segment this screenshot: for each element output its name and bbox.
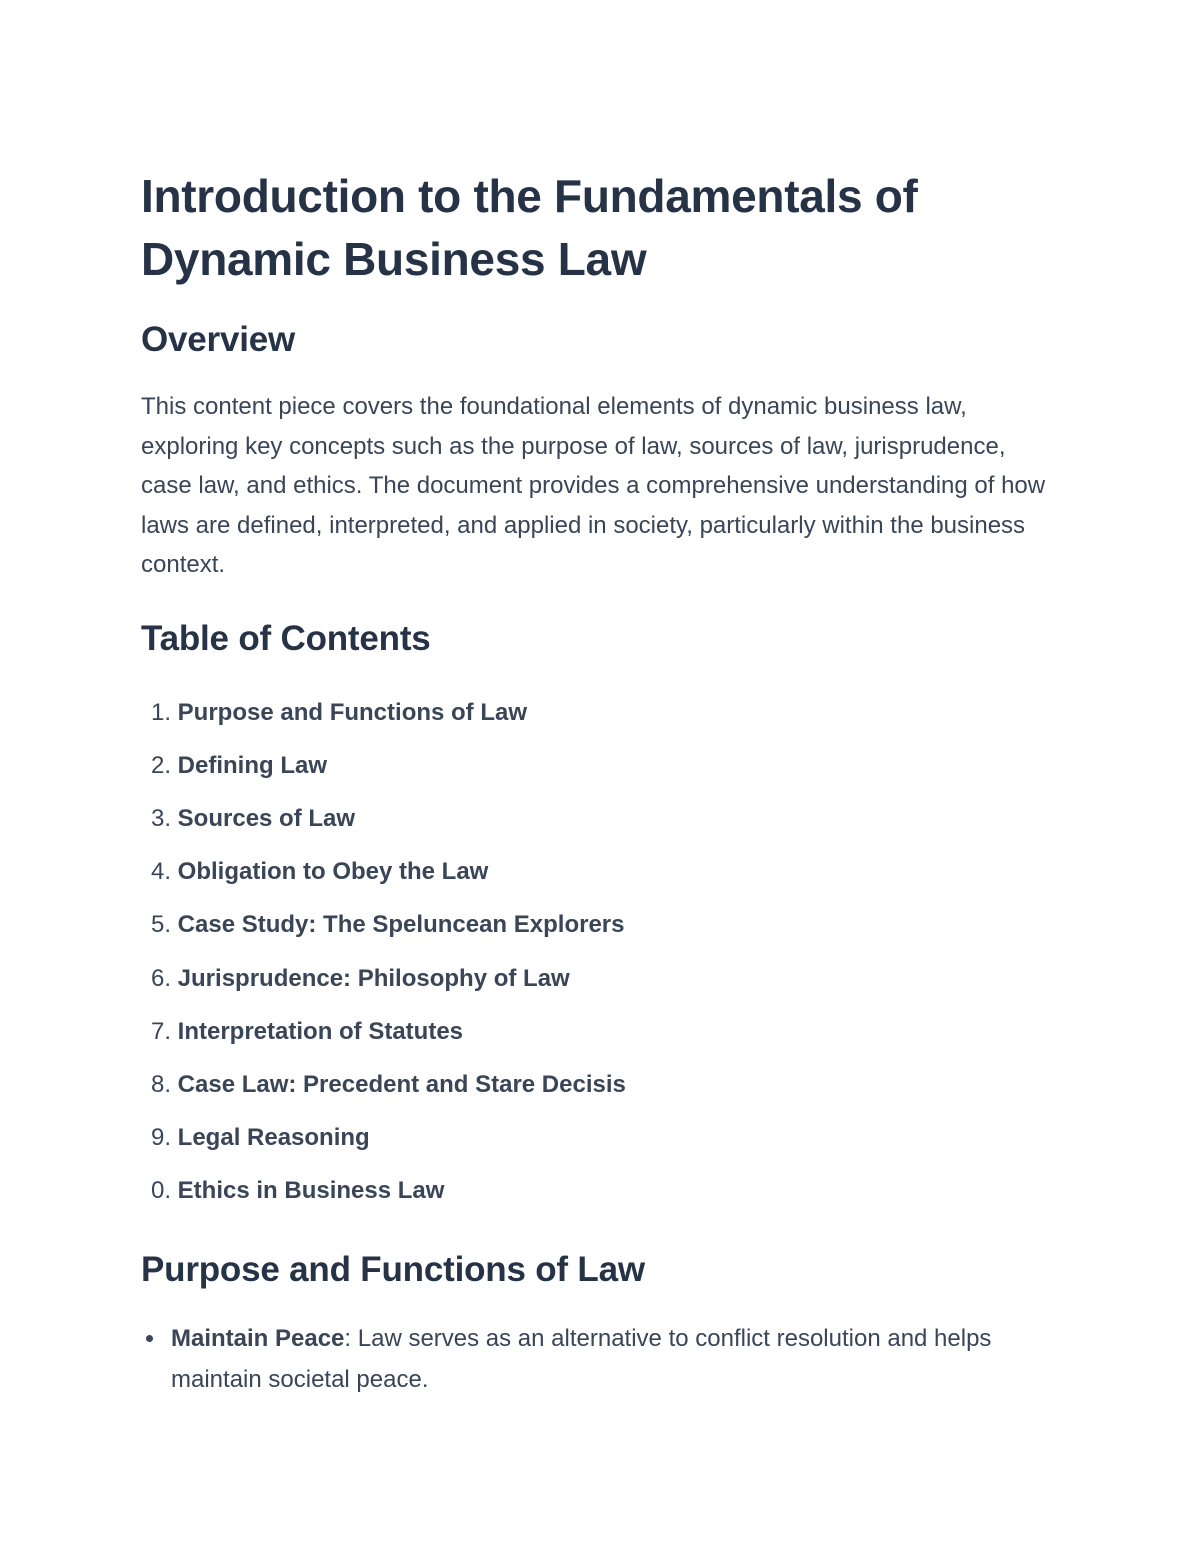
document-title: Introduction to the Fundamentals of Dynamic Business Law [141, 170, 918, 285]
toc-label: Interpretation of Statutes [177, 1017, 464, 1045]
toc-label: Defining Law [177, 751, 328, 779]
toc-item [141, 739, 1061, 792]
toc-number: 0. [150, 1177, 171, 1205]
toc-item [141, 898, 1061, 951]
toc-number: 2. [150, 751, 171, 779]
toc-label: Obligation to Obey the Law [177, 858, 489, 886]
toc-item [141, 1164, 1061, 1217]
toc-item [141, 1005, 1061, 1058]
toc-heading: Table of Contents [141, 618, 431, 658]
toc-number: 1. [150, 698, 171, 726]
bullet-term: Maintain Peace [171, 1324, 345, 1352]
toc-item [141, 792, 1061, 845]
toc-label: Case Study: The Speluncean Explorers [177, 911, 625, 939]
toc-number: 3. [150, 804, 171, 832]
toc-label: Legal Reasoning [177, 1124, 370, 1152]
table-of-contents [141, 686, 1061, 1218]
toc-label: Purpose and Functions of Law [177, 698, 528, 726]
toc-number: 9. [150, 1124, 171, 1152]
toc-number: 8. [150, 1070, 171, 1098]
toc-label: Ethics in Business Law [177, 1177, 445, 1205]
toc-item [141, 686, 1061, 739]
bullet-dot-icon [146, 1335, 153, 1342]
toc-number: 5. [150, 911, 171, 939]
toc-item [141, 1111, 1061, 1164]
purpose-bullet-list [141, 1318, 1061, 1400]
toc-number: 6. [150, 964, 171, 992]
purpose-heading: Purpose and Functions of Law [141, 1249, 645, 1289]
toc-item [141, 1058, 1061, 1111]
document-page [141, 165, 1061, 1400]
toc-item [141, 845, 1061, 898]
bullet-text: : Law serves as an alternative to conflict resolution and helps maintain societal peace. [171, 1324, 992, 1393]
overview-paragraph: This content piece covers the foundational elements of dynamic business law, exploring key concepts such as the purpose of law, sources of law, jurisprudence, case law, and ethics. The document provides a comprehensive understanding of how laws are defined, interpreted, and applied in society, particularly within the business context. [141, 393, 1046, 578]
overview-heading: Overview [141, 320, 296, 359]
toc-number: 4. [150, 858, 171, 886]
toc-item [141, 952, 1061, 1005]
toc-label: Sources of Law [177, 804, 356, 832]
toc-number: 7. [150, 1017, 171, 1045]
toc-label: Case Law: Precedent and Stare Decisis [177, 1070, 626, 1098]
toc-label: Jurisprudence: Philosophy of Law [177, 964, 570, 992]
bullet-item [141, 1318, 1061, 1400]
